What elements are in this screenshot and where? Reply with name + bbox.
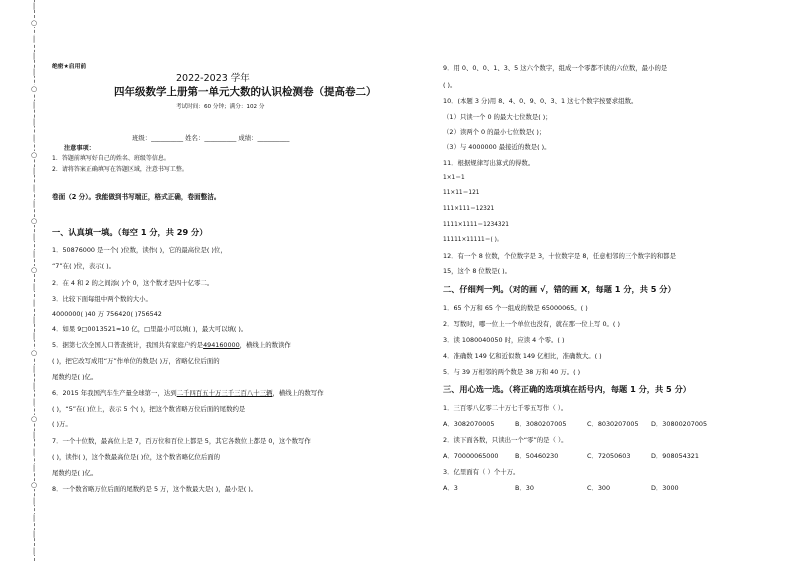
judge-1: 1．65 个万和 65 个一组成的数是 65000065。( ) bbox=[443, 304, 588, 312]
judge-2: 2．写数时，哪一位上一个单位也没有，就在那一位上写 0。( ) bbox=[443, 320, 620, 328]
binding-tick-mark: | bbox=[29, 497, 39, 505]
q6-line-1 bbox=[52, 389, 324, 397]
judge-5: 5．与 39 万相邻的两个数是 38 万和 40 万。( ) bbox=[443, 368, 581, 376]
section-1-title: 一、认真填一填。（每空 1 分，共 29 分） bbox=[52, 227, 208, 237]
q5-line-3: 尾数约是( )亿。 bbox=[52, 373, 98, 381]
q4: 4．如果 9□0013521≈10 亿，□里最小可以填( )，最大可以填( )。 bbox=[52, 325, 248, 333]
binding-tick-mark: | bbox=[29, 365, 39, 373]
q11-row-5: 11111×11111＝( )。 bbox=[443, 237, 503, 243]
choice-1-option-c: C．8030207005 bbox=[587, 420, 639, 428]
page-title: 四年级数学上册第一单元大数的认识检测卷（提高卷二） bbox=[114, 86, 377, 98]
choice-3-option-b: B．30 bbox=[515, 484, 534, 492]
binding-tick-mark: | bbox=[29, 233, 39, 241]
binding-tick-mark: | bbox=[29, 547, 39, 555]
binding-tick-mark: | bbox=[29, 101, 39, 109]
q7-line-3: 尾数约是( )亿。 bbox=[52, 469, 98, 477]
binding-tick-mark: | bbox=[29, 250, 39, 258]
q6-line-3: ( )万。 bbox=[52, 420, 72, 428]
q10-3: （3）与 4000000 最接近的数是( )。 bbox=[443, 143, 551, 151]
choice-2-option-d: D．908054321 bbox=[651, 452, 699, 460]
binding-tick-mark: | bbox=[29, 167, 39, 175]
neatness-note: 卷面（2 分）。我能做到书写端正，格式正确，卷面整洁。 bbox=[52, 193, 221, 201]
choice-3: 3．亿里面有（ ）个十万。 bbox=[443, 468, 520, 476]
binding-hole-mark: ○ bbox=[30, 84, 38, 93]
q5-line-2: ( )，把它改写成用“万”作单位的数是( )万，省略亿位后面的 bbox=[52, 357, 220, 365]
binding-tick-mark: | bbox=[29, 448, 39, 456]
binding-tick-mark: | bbox=[29, 283, 39, 291]
q1-line-1: 1．50876000 是一个( )位数，读作( )，它的最高位是( )位， bbox=[52, 246, 227, 254]
q10: 10．(本题 3 分)用 8、4、0、9、0、3、1 这七个数字按要求组数。 bbox=[443, 97, 638, 105]
choice-2-option-c: C．72050603 bbox=[587, 452, 631, 460]
binding-tick-mark: | bbox=[29, 398, 39, 406]
binding-tick-mark: | bbox=[29, 316, 39, 324]
q12-line-2: 15，这个 8 位数是( )。 bbox=[443, 267, 512, 275]
choice-1-option-a: A．30820700​05 bbox=[443, 420, 495, 428]
q6-line-2: ( )，“5”在( )位上，表示 5 个( )，把这个数省略万位后面的尾数约是 bbox=[52, 405, 246, 413]
q11-row-3: 111×111＝12321 bbox=[443, 206, 495, 212]
binding-tick-mark: | bbox=[29, 200, 39, 208]
secret-label: 绝密★启用前 bbox=[52, 64, 87, 70]
q10-2: （2）读两个 0 的最小七位数是( )； bbox=[443, 128, 546, 136]
choice-2-option-b: B．50460230 bbox=[515, 452, 559, 460]
binding-tick-mark: | bbox=[29, 431, 39, 439]
q11-row-4: 1111×1111＝1234321 bbox=[443, 222, 509, 228]
binding-tick-mark: | bbox=[29, 464, 39, 472]
choice-1-option-b: B．308020​7005 bbox=[515, 420, 567, 428]
binding-hole-mark: ○ bbox=[30, 266, 38, 274]
binding-tick-mark: | bbox=[29, 35, 39, 43]
q9-line-2: ( )。 bbox=[443, 81, 457, 89]
q3-items: 4000000( )40 万 756420( )756542 bbox=[52, 310, 162, 318]
choice-3-option-d: D．3000 bbox=[651, 484, 679, 492]
q7-line-1: 7．一个十位数，最高位上是 7，百万位和百位上都是 5，其它各数位上都是 0，这个数写作 bbox=[52, 437, 311, 445]
binding-tick-mark: | bbox=[29, 134, 39, 142]
q11: 11．根据规律写出算式的得数。 bbox=[443, 159, 535, 167]
q7-line-2: ( )，读作( )，这个数最高位是( )位，这个数省略亿位后面的 bbox=[52, 453, 221, 461]
notice-title: 注意事项： bbox=[64, 145, 95, 152]
binding-hole-mark: ○ bbox=[30, 414, 38, 423]
binding-tick-mark: | bbox=[29, 530, 39, 538]
q5-underlined-number: 494160000 bbox=[203, 341, 240, 349]
q8: 8．一个数省略万位后面的尾数约是 5 万，这个数最大是( )，最小是( )。 bbox=[52, 485, 258, 493]
binding-hole-mark: ○ bbox=[30, 150, 38, 159]
q6-text-b: ，横线上的数写作 bbox=[272, 389, 324, 397]
choice-1-option-d: D．30800207005 bbox=[651, 420, 708, 428]
q10-1: （1）只读一个 0 的最大七位数是( )； bbox=[443, 113, 552, 121]
q5-text-a: 5．据第七次全国人口普查统计，我国共有家庭户约是 bbox=[52, 341, 204, 349]
binding-margin bbox=[0, 0, 40, 561]
notice-1: 1．答题前填写好自己的姓名、班级等信息。 bbox=[52, 155, 170, 162]
q6-underlined-number: 二千四百五十万三千三百八十三辆 bbox=[176, 389, 273, 397]
binding-tick-mark: | bbox=[29, 118, 39, 126]
binding-tick-mark: | bbox=[29, 52, 39, 60]
binding-hole-mark: ○ bbox=[30, 216, 38, 225]
choice-2: 2．读下面各数，只读出一个“零”的是（ ）。 bbox=[443, 436, 568, 444]
q1-line-2: “7”在( )位，表示( )。 bbox=[52, 262, 116, 270]
binding-hole-mark: ○ bbox=[30, 480, 38, 489]
binding-tick-mark: | bbox=[29, 2, 39, 10]
choice-2-option-a: A．70000065000 bbox=[443, 452, 499, 460]
q9-line-1: 9．用 0、0、0、1、3、5 这六个数字，组成一个零都不读的六位数，最小的是 bbox=[443, 64, 668, 72]
q2: 2．在 4 和 2 的之间添( )个 0，这个数才是四十亿零二。 bbox=[52, 279, 214, 287]
student-fields: 班级：__________ 姓名：__________ 成绩：__________ bbox=[132, 134, 290, 142]
binding-tick-mark: | bbox=[29, 184, 39, 192]
choice-1: 1．三百零八亿零二十万七千零五写作（ ）。 bbox=[443, 404, 568, 412]
judge-3: 3．读 1080040050 时，应读 4 个零。( ) bbox=[443, 336, 565, 344]
binding-marks bbox=[29, 0, 39, 561]
q12-line-1: 12．有一个 8 位数，个位数字是 3，十位数字是 8，任意相邻的三个数字的和都是 bbox=[443, 252, 676, 260]
choice-3-option-c: C．300 bbox=[587, 484, 611, 492]
q5-text-b: ，横线上的数读作 bbox=[239, 341, 291, 349]
binding-hole-mark: ○ bbox=[30, 348, 38, 357]
q11-row-1: 1×1＝1 bbox=[443, 175, 465, 181]
q11-row-2: 11×11＝121 bbox=[443, 190, 480, 196]
choice-3-option-a: A．3 bbox=[443, 484, 458, 492]
exam-meta: 考试时间：60 分钟；满分：102 分 bbox=[176, 104, 265, 110]
q5-line-1 bbox=[52, 341, 291, 349]
judge-4: 4．准确数 149 亿和近似数 149 亿相比，准确数大。( ) bbox=[443, 352, 602, 360]
binding-tick-mark: | bbox=[29, 332, 39, 340]
q6-text-a: 6．2015 年我国汽车生产量全球第一，达到 bbox=[52, 389, 177, 397]
section-2-title: 二、仔细判一判。（对的画 √，错的画 X，每题 1 分，共 5 分） bbox=[443, 284, 676, 294]
binding-tick-mark: | bbox=[29, 514, 39, 522]
q3: 3．比较下面每组中两个数的大小。 bbox=[52, 295, 152, 303]
section-3-title: 三、用心选一选。（将正确的选项填在括号内，每题 1 分，共 5 分） bbox=[443, 384, 691, 394]
notice-2: 2．请将答案正确填写在答题区域，注意书写工整。 bbox=[52, 166, 188, 173]
binding-tick-mark: | bbox=[29, 68, 39, 76]
binding-tick-mark: | bbox=[29, 299, 39, 307]
binding-hole-mark: ○ bbox=[30, 18, 38, 27]
binding-tick-mark: | bbox=[29, 382, 39, 390]
school-year: 2022-2023 学年 bbox=[176, 73, 250, 84]
